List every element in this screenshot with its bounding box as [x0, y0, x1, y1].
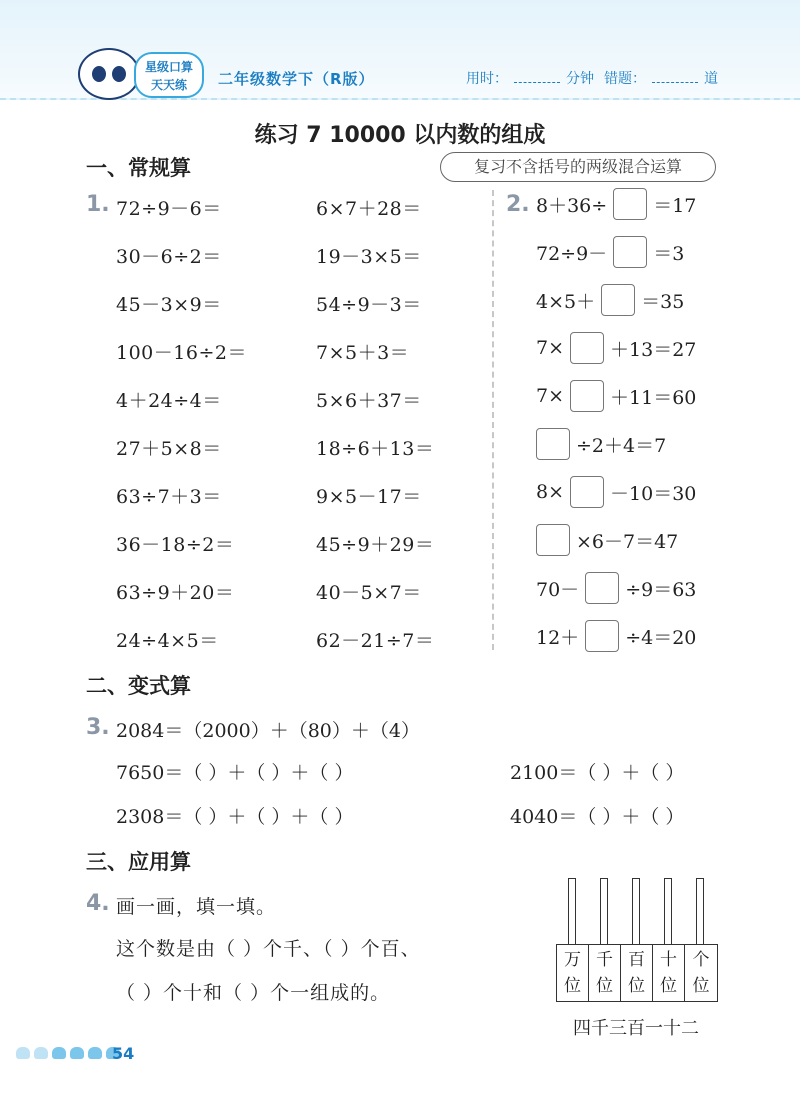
q2-equation-row	[536, 476, 696, 508]
q4-line2[interactable]: （ ）个十和（ ）个一组成的。	[116, 982, 391, 1004]
header-info	[466, 68, 718, 88]
q3-row2-right[interactable]: 4040＝（ ）＋（ ）	[510, 806, 685, 828]
q2-prefix: 72÷9－	[536, 242, 608, 265]
q2-prefix: 4×5＋	[536, 290, 596, 313]
q3-number: 3.	[86, 715, 110, 740]
section-1-heading: 一、常规算	[86, 156, 191, 180]
column-divider	[492, 190, 494, 650]
place-cell-bai: 百 位	[621, 945, 653, 1001]
page-number: 54	[112, 1044, 135, 1063]
q1-equation[interactable]: 24÷4×5＝	[116, 630, 219, 652]
q2-prefix: 70－	[536, 578, 580, 601]
answer-box[interactable]	[585, 572, 619, 604]
q2-suffix: ＋11＝60	[610, 386, 697, 409]
q1-equation[interactable]: 5×6＋37＝	[316, 390, 422, 412]
q2-prefix: 7×	[536, 385, 565, 407]
q1-equation[interactable]: 7×5＋3＝	[316, 342, 410, 364]
q1-number: 1.	[86, 192, 110, 217]
q2-prefix: 8＋36÷	[536, 194, 608, 217]
answer-box[interactable]	[585, 620, 619, 652]
q2-prefix: 12＋	[536, 626, 580, 649]
q3-row2-left[interactable]: 2308＝（ ）＋（ ）＋（ ）	[116, 806, 354, 828]
q2-suffix: ＝3	[653, 242, 685, 265]
q3-row1-left[interactable]: 7650＝（ ）＋（ ）＋（ ）	[116, 762, 354, 784]
section-3-heading: 三、应用算	[86, 850, 191, 874]
q2-equation-row	[536, 380, 696, 412]
q1-equation[interactable]: 19－3×5＝	[316, 246, 422, 268]
errors-label: 错题：	[604, 71, 646, 87]
brand-line1: 星级口算	[144, 60, 193, 74]
q1-equation[interactable]: 45－3×9＝	[116, 294, 222, 316]
abacus-rod-bai[interactable]	[632, 878, 640, 944]
time-label: 用时：	[466, 71, 508, 87]
q2-equation-row	[536, 284, 684, 316]
q1-equation[interactable]: 30－6÷2＝	[116, 246, 222, 268]
header-band	[0, 0, 800, 100]
q1-equation[interactable]: 40－5×7＝	[316, 582, 422, 604]
q3-example: 2084＝（2000）＋（80）＋（4）	[116, 720, 420, 742]
q4-line1[interactable]: 这个数是由（ ）个千、（ ）个百、	[116, 938, 421, 960]
q1-equation[interactable]: 54÷9－3＝	[316, 294, 422, 316]
q2-equation-row	[536, 332, 696, 364]
q2-equation-row	[536, 620, 696, 652]
place-cell-ge: 个 位	[692, 950, 710, 996]
brand-line2: 天天练	[150, 78, 187, 92]
q2-equation-row	[536, 524, 678, 556]
q1-equation[interactable]: 63÷7＋3＝	[116, 486, 222, 508]
q1-equation[interactable]: 9×5－17＝	[316, 486, 422, 508]
answer-box[interactable]	[570, 476, 604, 508]
q2-number: 2.	[506, 192, 530, 217]
q3-row1-right[interactable]: 2100＝（ ）＋（ ）	[510, 762, 685, 784]
abacus-rod-ge[interactable]	[696, 878, 704, 944]
q2-equation-row	[536, 572, 696, 604]
page-title: 练习 7 10000 以内数的组成	[254, 123, 546, 148]
section-2-heading: 二、变式算	[86, 674, 191, 698]
q1-equation[interactable]: 6×7＋28＝	[316, 198, 422, 220]
answer-box[interactable]	[536, 428, 570, 460]
item-unit: 道	[704, 71, 718, 87]
q1-equation[interactable]: 100－16÷2＝	[116, 342, 247, 364]
place-value-table	[556, 944, 718, 1002]
place-cell-wan: 万 位	[557, 945, 589, 1001]
q1-equation[interactable]: 27＋5×8＝	[116, 438, 222, 460]
q2-equation-row	[536, 428, 666, 460]
q1-equation[interactable]: 72÷9－6＝	[116, 198, 222, 220]
q2-suffix: ÷4＝20	[625, 626, 697, 649]
q2-equation-row	[536, 188, 696, 220]
section-1-tag: 复习不含括号的两级混合运算	[440, 152, 716, 182]
q4-instruction: 画一画，填一填。	[116, 896, 277, 918]
place-cell-qian: 千 位	[589, 945, 621, 1001]
abacus-diagram[interactable]	[556, 878, 716, 1004]
footer-decoration	[16, 1047, 120, 1059]
answer-box[interactable]	[570, 380, 604, 412]
q2-suffix: ＋13＝27	[610, 338, 697, 361]
q2-suffix: －10＝30	[610, 482, 697, 505]
q1-equation[interactable]: 18÷6＋13＝	[316, 438, 435, 460]
abacus-rod-shi[interactable]	[664, 878, 672, 944]
abacus-rod-qian[interactable]	[600, 878, 608, 944]
q4-number: 4.	[86, 891, 110, 916]
q2-prefix: 8×	[536, 481, 565, 503]
answer-box[interactable]	[613, 188, 647, 220]
q1-equation[interactable]: 4＋24÷4＝	[116, 390, 222, 412]
answer-box[interactable]	[613, 236, 647, 268]
q2-suffix: ＝17	[653, 194, 697, 217]
abacus-caption: 四千三百一十二	[573, 1018, 699, 1039]
q2-prefix: 7×	[536, 337, 565, 359]
answer-box[interactable]	[536, 524, 570, 556]
time-blank[interactable]	[514, 69, 560, 83]
q2-suffix: ÷9＝63	[625, 578, 697, 601]
errors-blank[interactable]	[652, 69, 698, 83]
q1-equation[interactable]: 36－18÷2＝	[116, 534, 235, 556]
mascot-logo-icon	[78, 48, 140, 100]
minute-label: 分钟	[566, 71, 594, 87]
q2-suffix: ×6－7＝47	[576, 530, 679, 553]
place-cell-shi: 十 位	[653, 945, 685, 1001]
answer-box[interactable]	[570, 332, 604, 364]
brand-badge	[134, 52, 204, 98]
q2-suffix: ＝35	[641, 290, 685, 313]
q2-equation-row	[536, 236, 684, 268]
q2-suffix: ÷2＋4＝7	[576, 434, 667, 457]
q1-equation[interactable]: 63÷9＋20＝	[116, 582, 235, 604]
q1-equation[interactable]: 45÷9＋29＝	[316, 534, 435, 556]
q1-equation[interactable]: 62－21÷7＝	[316, 630, 435, 652]
book-title: 二年级数学下（R版）	[218, 70, 375, 88]
abacus-rod-wan[interactable]	[568, 878, 576, 944]
answer-box[interactable]	[601, 284, 635, 316]
